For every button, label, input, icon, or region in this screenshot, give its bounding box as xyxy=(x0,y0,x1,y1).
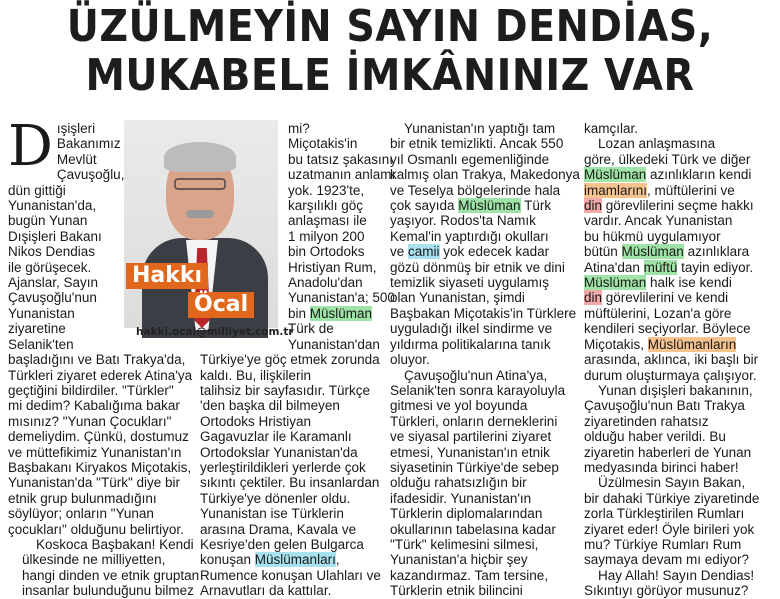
text-line: Dışişleri Bakanı xyxy=(8,228,102,244)
text-line: okullarının tabelasına kadar xyxy=(390,521,556,537)
text-line: ışişleri xyxy=(56,121,96,136)
text-line: Ortodoks Hristiyan xyxy=(200,413,312,429)
highlight-muslims: Müslümanları xyxy=(254,552,336,568)
text-line: Yunanistan'a hiçbir şey xyxy=(390,552,528,568)
text-line: ve Teselya bölgelerinde hala xyxy=(390,182,561,198)
text-line: Müslüman halk ise kendi xyxy=(584,275,732,291)
text-line: bu tatsız şakasını xyxy=(288,151,394,167)
highlighted-word: camii xyxy=(408,244,440,260)
text-line: Türk de xyxy=(288,321,334,337)
highlighted-word: Müslüman xyxy=(584,167,647,183)
text-line: olan Yunanistan, şimdi xyxy=(390,290,525,306)
text-line: etnik grup bulunmadığını xyxy=(8,490,157,506)
text-line: kazandırmaz. Tam tersine, xyxy=(390,567,549,583)
text-line: vardır. Ancak Yunanistan xyxy=(584,213,733,229)
column-1-bottom-lines xyxy=(8,352,193,537)
text-line: Gagavuzlar ile Karamanlı xyxy=(200,429,352,445)
text-line: sıkıntı çektiler. Bu insanlardan xyxy=(200,475,380,491)
text-line: Mevlüt xyxy=(56,151,97,167)
highlighted-word: imamlarını xyxy=(584,182,648,198)
text-line: Kemal'in yaptırdığı okulları xyxy=(390,228,549,244)
text-line: oluyor. xyxy=(390,352,430,368)
text-line: yıl Osmanlı egemenliğinde xyxy=(390,151,550,167)
text-line: Arnavutları da kattılar. xyxy=(200,583,332,599)
text-line: Koskoca Başbakan! Kendi xyxy=(36,536,194,552)
text-line: Çavuşoğlu'nun Batı Trakya xyxy=(584,398,745,414)
highlighted-word: müftü xyxy=(643,259,678,275)
drop-cap: D xyxy=(8,114,53,179)
column-1-paragraph-2 xyxy=(8,536,200,599)
text-line: bütün Müslüman azınlıklara xyxy=(584,244,750,260)
text-line: "Türk" kelimesini silmesi, xyxy=(390,536,539,552)
text-line: Miçotakis'in xyxy=(288,136,358,152)
text-line: Hristiyan Rum, xyxy=(288,259,377,275)
text-line: mısınız? "Yunan Çocukları" xyxy=(8,413,172,429)
text-line: ve siyasal partilerini ziyaret xyxy=(390,429,552,445)
text-line: ziyaret eder! Öyle birileri yok xyxy=(584,521,755,537)
text-line: Başbakan Miçotakis'in Türklere xyxy=(390,305,577,321)
author-last-name: Öcal xyxy=(188,292,254,318)
text-line: Türkleri ziyaret ederek Atina'ya xyxy=(8,367,193,383)
text-line: Yunanistan ise Türklerin xyxy=(200,506,344,522)
text-line: Yunanistan'da "Türk" diye bir xyxy=(8,475,181,491)
text-line: Lozan anlaşmasına xyxy=(598,136,716,152)
text-line: Anadolu'dan xyxy=(288,275,363,291)
text-line: Sıkıntıyı görüyor musunuz? xyxy=(584,583,749,599)
column-4-lines xyxy=(584,121,774,599)
text-line: siyasetinin Türkiye'de sebep xyxy=(390,459,559,475)
column-2-top-lines xyxy=(288,121,396,352)
text-line: ülkesinde ne milliyetten, xyxy=(22,552,166,568)
column-2-line-highlight: konuşan Müslümanları, xyxy=(200,552,340,568)
text-line: bir dahaki Türkiye ziyaretinde xyxy=(584,490,760,506)
highlighted-word: Müslüman xyxy=(309,305,373,321)
text-line: ziyaretine xyxy=(8,321,66,337)
column-1-top xyxy=(8,114,126,352)
text-line: Türklerin diplomalarından xyxy=(390,506,543,522)
column-3-lines xyxy=(390,121,580,599)
text-line: gözü dönmüş bir etnik ve dini xyxy=(390,259,565,275)
text-line: yok. 1923'te, xyxy=(288,182,365,198)
text-line: Rumence konuşan Ulahları ve xyxy=(200,567,381,583)
highlighted-word: din xyxy=(584,198,603,214)
text-line: insanlar bulunduğunu bilmez xyxy=(22,583,194,599)
column-1 xyxy=(8,114,200,599)
headline-line-1: ÜZÜLMEYİN SAYIN DENDİAS, xyxy=(66,1,714,52)
text-line: Üzülmesin Sayın Bakan, xyxy=(598,475,746,491)
text-line: Türkiye'ye göç etmek zorunda xyxy=(200,352,380,368)
text-line: Türkleri, onların derneklerini xyxy=(390,413,558,429)
text-line: etmesi, Yunanistan'ın etnik xyxy=(390,444,550,460)
text-line: din görevlilerini ve kendi xyxy=(584,290,729,306)
text-line: ve camii yok edecek kadar xyxy=(390,244,550,260)
text-line: Ortodokslar Yunanistan'da xyxy=(200,444,358,460)
text-line: Başbakanı Kiryakos Miçotakis, xyxy=(8,459,192,475)
text-line: imamlarını, müftülerini ve xyxy=(584,182,735,198)
highlighted-word: din xyxy=(584,290,603,306)
text-line: Selanik'ten xyxy=(8,336,74,352)
text-line: mu? Türkiye Rumları Rum xyxy=(584,536,742,552)
text-line: Bakanımız xyxy=(56,136,121,152)
text-line: bir etnik temizlikti. Ancak 550 xyxy=(390,136,564,152)
text-line: gitmesi ve yol boyunda xyxy=(390,398,528,414)
highlighted-word: Müslüman xyxy=(458,198,521,214)
text-line: arasında, aklınca, iki başlı bir xyxy=(584,352,759,368)
text-line: uyguladığı ilkel sindirme ve xyxy=(390,321,553,337)
text-line: Yunanistan'dan xyxy=(288,336,380,352)
column-4 xyxy=(584,121,774,599)
text-line: kendileri seçiyorlar. Böylece xyxy=(584,321,751,337)
text-line: yıldırma politikalarına tanık xyxy=(390,336,551,352)
text-line: Selanik'ten sonra karayoluyla xyxy=(390,382,566,398)
text-line: çok sayıda Müslüman Türk xyxy=(390,198,552,214)
text-line: bugün Yunan xyxy=(8,213,88,229)
text-line: Yunanistan'ın yaptığı tam xyxy=(404,121,556,136)
highlighted-word: Müslümanların xyxy=(647,336,737,352)
text-line: temizlik siyaseti uygulamış xyxy=(390,275,550,291)
text-line: çocukları" olduğunu belirtiyor. xyxy=(8,521,184,537)
text-line: ziyaretin haberleri de Yunan xyxy=(584,444,752,460)
highlighted-word: Müslüman xyxy=(584,275,647,291)
text-line: talihsiz bir sayfasıdır. Türkçe xyxy=(200,382,371,398)
text-line: karşılıklı göç xyxy=(288,198,364,214)
text-line: Türkiye'ye dönenler oldu. xyxy=(200,490,351,506)
text-line: Türklerin etnik bilincini xyxy=(390,583,523,599)
text-line: Müslüman azınlıkların kendi xyxy=(584,167,752,183)
text-line: bu hükmü uygulamıyor xyxy=(584,228,721,244)
text-line: saymaya devam mı ediyor? xyxy=(584,552,750,568)
text-line: ziyaretinden rahatsız xyxy=(584,413,709,429)
text-line: Atina'dan müftü tayin ediyor. xyxy=(584,259,754,275)
text-line: hangi dinden ve etnik gruptan xyxy=(22,567,200,583)
highlighted-word: Müslüman xyxy=(621,244,684,260)
column-2 xyxy=(200,121,396,599)
author-first-name: Hakkı xyxy=(126,263,208,289)
text-line: Kesriye'den gelen Bulgarca xyxy=(200,536,364,552)
text-line: ifadesidir. Yunanistan'ın xyxy=(390,490,532,506)
text-line: Ajanslar, Sayın xyxy=(8,275,99,291)
column-3 xyxy=(390,121,580,599)
text-line: kalmış olan Trakya, Makedonya xyxy=(390,167,580,183)
headline-line-2: MUKABELE İMKÂNINIZ VAR xyxy=(85,50,695,101)
text-line: söylüyor; onların "Yunan xyxy=(8,506,154,522)
text-line: uzatmanın anlamı xyxy=(288,167,396,183)
text-line: anlaşması ile xyxy=(288,213,367,229)
text-line: bin Ortodoks xyxy=(288,244,365,260)
text-line: durum oluşturmaya çalışıyor. xyxy=(584,367,757,383)
text-line: 'den başka dil bilmeyen xyxy=(200,398,340,414)
text-line: medyasında birinci haber! xyxy=(584,459,739,475)
text-line: dün gittiği xyxy=(8,182,66,198)
text-line: arasına Drama, Kavala ve xyxy=(200,521,357,537)
text-line: Yunanistan xyxy=(8,305,75,321)
headline xyxy=(39,2,741,100)
text-line: bin Müslüman xyxy=(288,305,373,321)
text-line: kaldı. Bu, ilişkilerin xyxy=(200,367,312,383)
text-line: mi dedim? Kabalığıma bakar xyxy=(8,398,180,414)
text-line: demeliydim. Çünkü, dostumuz xyxy=(8,429,189,445)
author-email: hakki.ocal@milliyet.com.tr xyxy=(136,326,294,338)
text-line: yaşıyor. Rodos'ta Namık xyxy=(390,213,536,229)
text-line: Nikos Dendias xyxy=(8,244,96,260)
column-2-bottom-lines xyxy=(200,352,378,552)
text-line: göre, ülkedeki Türk ve diğer xyxy=(584,151,751,167)
text-line: Yunanistan'a; 500 xyxy=(288,290,395,306)
text-line: olduğu rahatsızlığın bir xyxy=(390,475,527,491)
text-line: Çavuşoğlu, xyxy=(56,167,125,183)
text-line: Hay Allah! Sayın Dendias! xyxy=(598,567,755,583)
text-line: Yunanistan'da, xyxy=(8,198,97,214)
text-line: 1 milyon 200 xyxy=(288,228,365,244)
text-line: din görevlilerini seçme hakkı xyxy=(584,198,754,214)
text-line: olduğu haber verildi. Bu xyxy=(584,429,726,445)
text-line: zorla Türkleştirilen Rumları xyxy=(584,506,745,522)
text-line: geçtiğini bildirdiler. "Türkler" xyxy=(8,382,174,398)
column-2-end-lines xyxy=(200,567,381,599)
text-line: Miçotakis, Müslümanların xyxy=(584,336,737,352)
text-line: yerleştirildikleri yerlerde çok xyxy=(200,459,366,475)
text-line: müftülerini, Lozan'a göre xyxy=(584,305,732,321)
text-line: ve müttefikimiz Yunanistan'ın xyxy=(8,444,182,460)
text-line: Çavuşoğlu'nun Atina'ya, xyxy=(404,367,548,383)
text-line: başladığını ve Batı Trakya'da, xyxy=(8,352,186,368)
text-line: Yunan dışişleri bakanının, xyxy=(598,382,753,398)
text-line: ile görüşecek. xyxy=(8,259,92,275)
text-line: kamçılar. xyxy=(584,121,639,136)
text-line: mi? xyxy=(288,121,310,136)
text-line: Çavuşoğlu'nun xyxy=(8,290,97,306)
